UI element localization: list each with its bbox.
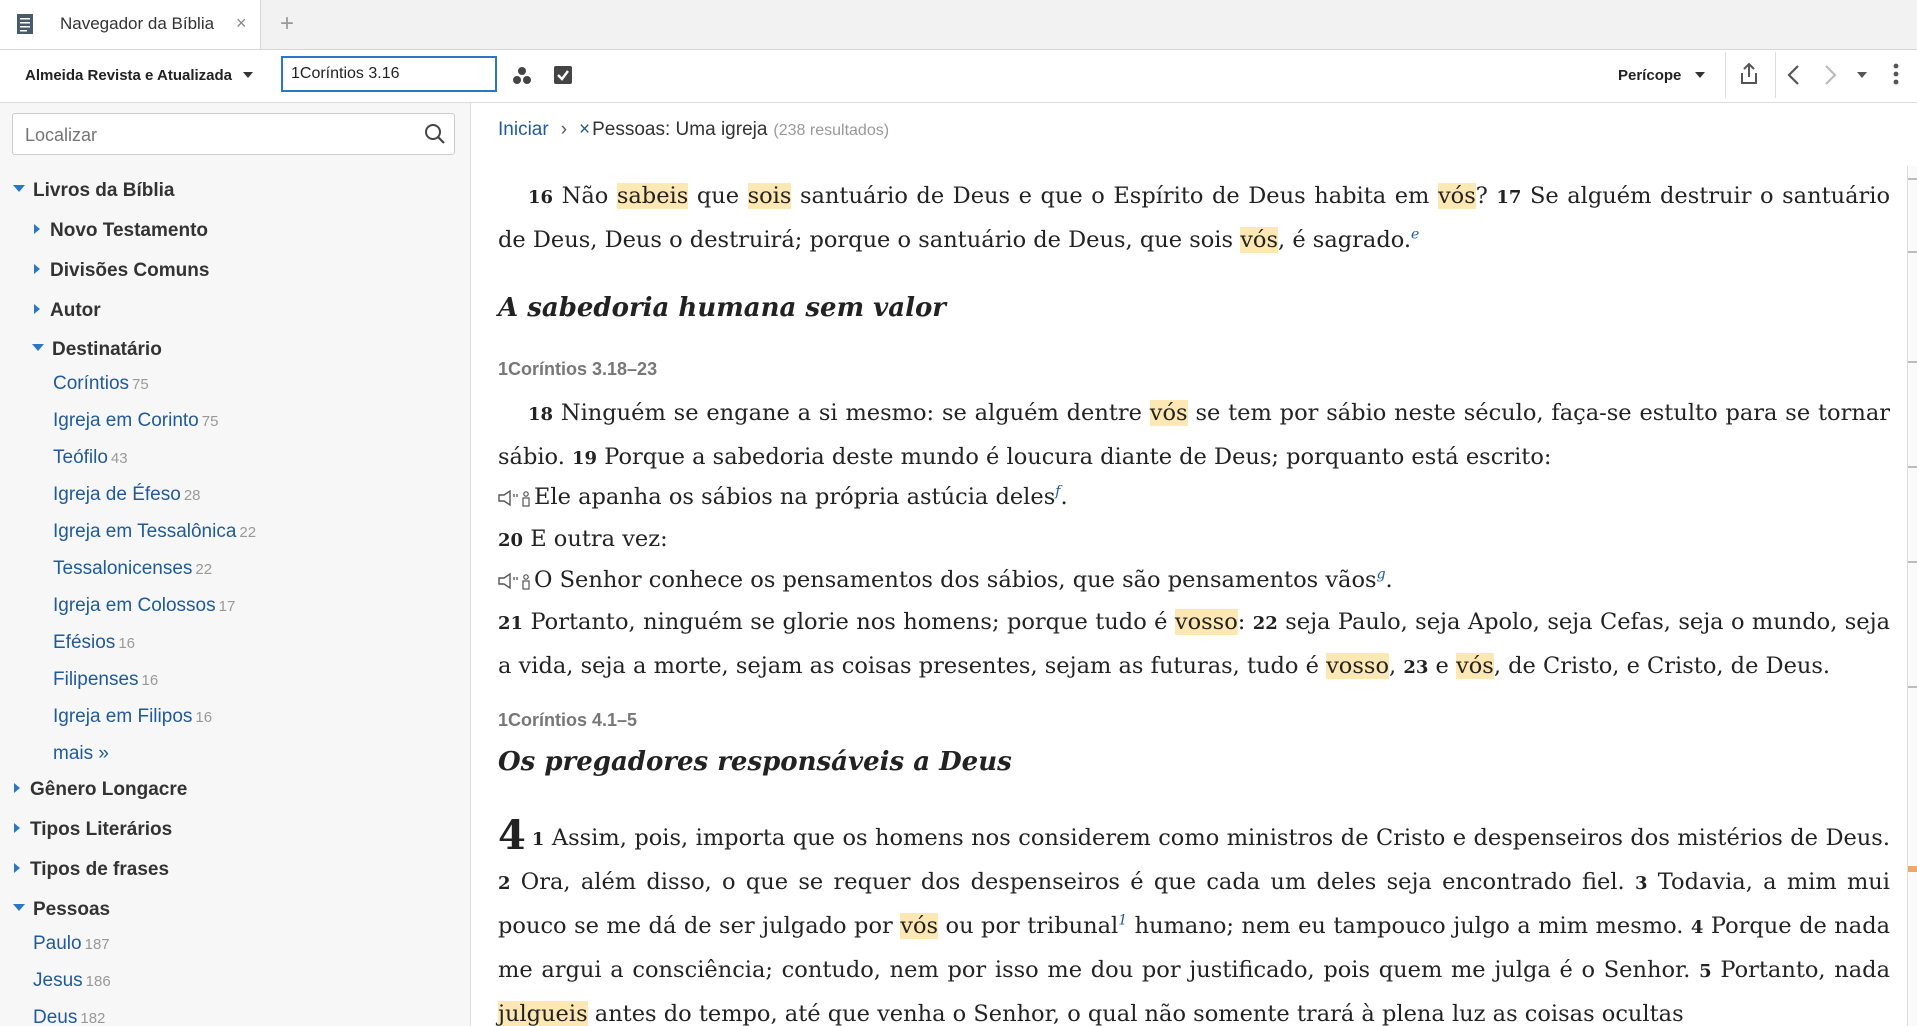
highlighted-word: vosso <box>1174 609 1238 635</box>
expanded-caret-icon <box>32 344 44 351</box>
verse-number[interactable]: 16 <box>528 187 554 208</box>
forward-arrow-icon[interactable] <box>1822 64 1838 86</box>
checkbox-icon[interactable] <box>553 65 573 85</box>
scroll-marker <box>1908 178 1917 180</box>
recipient-item[interactable]: Teófilo 43 <box>53 447 128 468</box>
pericope-selector[interactable]: Perícope <box>1618 67 1682 84</box>
recipient-item[interactable]: Igreja em Corinto 75 <box>53 410 219 431</box>
section-heading: A sabedoria humana sem valor <box>498 293 947 323</box>
history-dropdown-icon[interactable] <box>1856 71 1868 79</box>
back-arrow-icon[interactable] <box>1786 64 1802 86</box>
remove-filter-icon[interactable]: × <box>579 119 591 140</box>
scroll-marker <box>1908 251 1917 253</box>
tree-author[interactable]: Autor <box>34 300 101 322</box>
highlighted-word: vós <box>1149 400 1188 426</box>
tree-common-divisions[interactable]: Divisões Comuns <box>34 260 209 282</box>
verse-number[interactable]: 2 <box>498 873 511 894</box>
reference-input[interactable] <box>281 56 497 92</box>
passage-paragraph: 4 1 Assim, pois, importa que os homens nos considerem como ministros de Cristo e despenseiros dos mistérios de Deus. 2 Ora, além disso, o que se requer dos despenseiros é que cada um deles seja encontrado fiel. 3 Todavia, a mim mui pouco se me dá de ser julgado por vós ou por tribunal$^1$ humano; nem eu tampouco julgo a mim mesmo. 4 Porque de nada me argui a consciência; contudo, nem por isso me dou por justificado, pois quem me julga é o Senhor. 5 Portanto, nada julgueis antes do tempo, até que venha o Senhor, o qual não somente trará à plena luz as coisas ocultas <box>498 812 1891 1026</box>
passage-reference[interactable]: 1Coríntios 3.18–23 <box>498 359 658 379</box>
breadcrumb-filter: Pessoas: Uma igreja <box>592 119 768 140</box>
recipient-item[interactable]: Efésios 16 <box>53 632 135 653</box>
highlighted-word: sois <box>747 183 792 209</box>
recipient-item[interactable]: Igreja em Colossos 17 <box>53 595 236 616</box>
footnote-marker[interactable]: e <box>1411 226 1420 243</box>
search-icon[interactable] <box>424 123 446 145</box>
passage-paragraph: 21 Portanto, ninguém se glorie nos homens; porque tudo é vosso: 22 seja Paulo, seja Apolo, seja Cefas, seja o mundo, seja a vida, seja a morte, sejam as coisas presentes, sejam as futuras, tudo é vosso, 23 e vós, de Cristo, e Cristo, de Deus. <box>498 609 1891 679</box>
tree-longacre-genre[interactable]: Gênero Longacre <box>14 779 187 801</box>
tree-books-of-bible[interactable]: Livros da Bíblia <box>13 180 174 202</box>
verse-number[interactable]: 22 <box>1252 613 1278 634</box>
search-input[interactable] <box>23 122 407 148</box>
recipient-item[interactable]: Coríntios 75 <box>53 373 149 394</box>
tree-recipient[interactable]: Destinatário <box>32 339 162 361</box>
breadcrumb-home[interactable]: Iniciar <box>498 119 549 140</box>
divider <box>1775 52 1776 98</box>
sidebar <box>0 103 471 1026</box>
add-tab-icon[interactable]: + <box>280 10 295 37</box>
verse-number[interactable]: 19 <box>572 448 598 469</box>
verse-number[interactable]: 21 <box>498 613 524 634</box>
highlighted-word: vós <box>1456 653 1494 679</box>
more-link[interactable]: mais » <box>53 743 109 764</box>
collapsed-caret-icon <box>34 304 40 314</box>
scroll-marker <box>1908 561 1917 563</box>
verse-number[interactable]: 4 <box>1690 917 1704 938</box>
bible-text-panel <box>471 103 1917 1026</box>
breadcrumb-separator: › <box>560 119 568 140</box>
footnote-marker[interactable]: f <box>1055 483 1061 500</box>
cluster-icon[interactable] <box>512 66 532 86</box>
highlighted-word: sabeis <box>616 183 689 209</box>
recipient-item[interactable]: Igreja em Filipos 16 <box>53 706 213 727</box>
passage-paragraph: 16 Não sabeis que sois santuário de Deus e que o Espírito de Deus habita em vós? 17 Se alguém destruir o santuário de Deus, Deus o destruirá; porque o santuário de Deus, que sois vós, é sagrado.$^e$ <box>498 183 1891 253</box>
recipient-item[interactable]: Filipenses 16 <box>53 669 159 690</box>
scroll-position-thumb[interactable] <box>1908 866 1917 872</box>
collapsed-caret-icon <box>34 264 40 274</box>
expanded-caret-icon <box>13 185 25 192</box>
passage-reference[interactable]: 1Coríntios 4.1–5 <box>498 710 638 730</box>
document-icon <box>16 13 34 35</box>
verse-number[interactable]: 18 <box>528 404 554 425</box>
recipient-item[interactable]: Tessalonicenses 22 <box>53 558 213 579</box>
passage-paragraph: 18 Ninguém se engane a si mesmo: se alguém dentre vós se tem por sábio neste século, faça-se estulto para se tornar sábio. 19 Porque a sabedoria deste mundo é loucura diante de Deus; porquanto está escrito: <box>498 400 1890 470</box>
verse-number[interactable]: 20 <box>498 530 524 551</box>
tree-new-testament[interactable]: Novo Testamento <box>34 220 208 242</box>
tab-bible-browser[interactable] <box>0 0 261 49</box>
passage-paragraph: 20 E outra vez: <box>498 526 668 552</box>
footnote-marker[interactable]: 1 <box>1118 912 1128 929</box>
chevron-down-icon[interactable] <box>1695 72 1705 78</box>
breadcrumb <box>498 119 889 141</box>
tree-sentence-types[interactable]: Tipos de frases <box>14 859 169 881</box>
verse-number[interactable]: 3 <box>1634 873 1648 894</box>
recipient-item[interactable]: Igreja em Tessalônica 22 <box>53 521 257 542</box>
scroll-marker <box>1908 361 1917 363</box>
tab-close-icon[interactable]: × <box>236 13 247 33</box>
divider <box>1725 52 1726 98</box>
scroll-marker <box>1908 466 1917 468</box>
collapsed-caret-icon <box>14 783 20 793</box>
verse-number[interactable]: 5 <box>1699 961 1712 982</box>
tree-people[interactable]: Pessoas <box>13 899 110 921</box>
expanded-caret-icon <box>13 904 25 911</box>
chevron-down-icon[interactable] <box>243 72 253 78</box>
recipient-item[interactable]: Igreja de Éfeso 28 <box>53 484 201 505</box>
highlighted-word: vosso <box>1326 653 1389 679</box>
result-count: (238 resultados) <box>773 122 890 139</box>
collapsed-caret-icon <box>34 224 40 234</box>
speaker-icon[interactable] <box>498 489 532 507</box>
person-item[interactable]: Jesus 186 <box>33 970 111 991</box>
footnote-marker[interactable]: g <box>1376 566 1386 583</box>
search-box <box>12 113 455 155</box>
highlighted-word: vós <box>1240 227 1279 253</box>
tree-literary-types[interactable]: Tipos Literários <box>14 819 172 841</box>
person-item[interactable]: Paulo 187 <box>33 933 110 954</box>
verse-number[interactable]: 1 <box>531 829 545 850</box>
bible-version-selector[interactable]: Almeida Revista e Atualizada <box>25 67 233 84</box>
person-item[interactable]: Deus 182 <box>33 1007 106 1026</box>
speaker-icon[interactable] <box>498 572 532 590</box>
verse-number[interactable]: 17 <box>1496 187 1522 208</box>
collapsed-caret-icon <box>14 863 20 873</box>
toolbar <box>0 50 1917 103</box>
tab-title: Navegador da Bíblia <box>60 14 215 33</box>
quote-line: O Senhor conhece os pensamentos dos sábios, que são pensamentos vãos$^g$. <box>498 559 1890 601</box>
scroll-marker <box>1908 686 1917 688</box>
scrollbar[interactable] <box>1907 166 1917 1026</box>
section-heading: Os pregadores responsáveis a Deus <box>498 747 1012 777</box>
collapsed-caret-icon <box>14 823 20 833</box>
highlighted-word: vós <box>900 913 939 939</box>
share-icon[interactable] <box>1738 62 1760 86</box>
chapter-number: 4 <box>498 812 526 859</box>
verse-number[interactable]: 23 <box>1403 657 1429 678</box>
highlighted-word: vós <box>1437 183 1476 209</box>
quote-line: Ele apanha os sábios na própria astúcia deles$^f$. <box>498 476 1890 518</box>
more-options-icon[interactable] <box>1893 62 1899 86</box>
highlighted-word: julgueis <box>498 1001 588 1026</box>
tab-bar <box>0 0 1917 50</box>
